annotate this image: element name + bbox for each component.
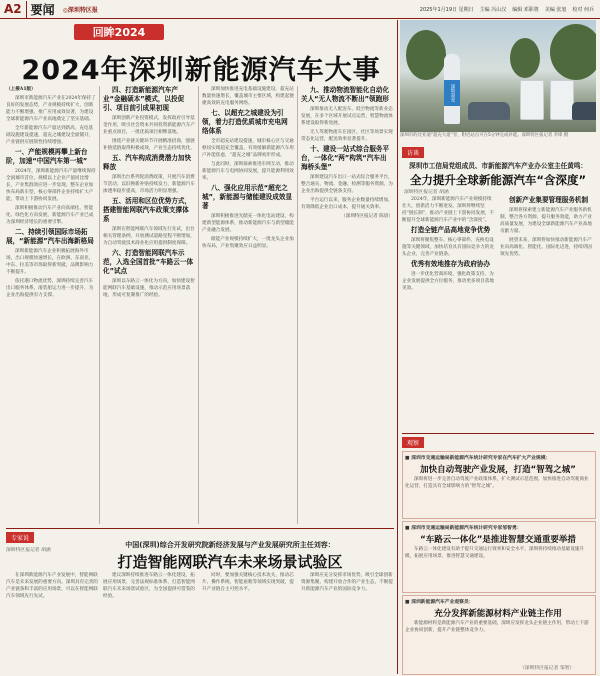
column-divider bbox=[297, 86, 298, 524]
sign-pillar-label: 深圳超充 bbox=[444, 80, 460, 106]
paragraph: 深圳推动无人配送车、低空物流等新业态发展，在多个区域开展试点运营，智慧物流体系建设取得新进展。 bbox=[301, 107, 393, 126]
paragraph: 平台运行以来，服务企业数量持续增加，有效降低企业出口成本，提升通关效率。 bbox=[301, 198, 393, 210]
subheading: 七、以超充之城建设为引领，着力打造优质城市充电网络体系 bbox=[202, 109, 288, 135]
brief-kicker: ■ 深圳市交通运输局新能源汽车统计研究专家在汽车扩大产业规模： bbox=[405, 456, 551, 461]
paragraph: 深圳新能源汽车企业积极拓展海外市场，出口规模快速增长，在欧洲、东南亚、中东、拉美等市场取得新突破，品牌影响力不断提升。 bbox=[6, 249, 94, 275]
expert-column-4 bbox=[301, 572, 393, 672]
subheading: 创新产业集要管理服务机制 bbox=[509, 196, 589, 204]
paragraph: 深圳市新能源汽车产业在2024年保持了良好的发展态势，产业规模持续扩大，创新能力不断增强，推广应用成效显著，为建设全球新能源汽车产业高地奠定了坚实基础。 bbox=[6, 96, 96, 122]
subheading: 五、活用和区位优势方式，搭建智能网联汽车政策支撑体系 bbox=[103, 197, 192, 223]
subheading: 二、持续引领国际市场拓展，“新能源”汽车出海新格局 bbox=[6, 228, 94, 245]
expert-column-1 bbox=[6, 572, 98, 672]
paragraph: 深圳加快推进充电基础设施建设，超充站数量快速增长，覆盖城市主要区域，构建起便捷高效的充电服务网络。 bbox=[202, 87, 294, 106]
paragraph: 深圳建设汽车出口一站式综合服务平台，整合通关、物流、金融、检测等服务资源，为企业出海提供全链条支持。 bbox=[301, 175, 393, 194]
paragraph: 深圳应充分发挥市场优势，吸引全球创新资源集聚，构建开放合作的产业生态，不断提升新能源汽车产业的国际竞争力。 bbox=[301, 573, 393, 592]
paragraph: 深圳将聚焦整车、核心零部件、充换电设施等关键领域，加快培育具有国际竞争力的龙头企业，完善产业链条。 bbox=[402, 238, 494, 257]
subheading: 打造全链产品高地竞争优势 bbox=[411, 226, 491, 234]
interview-byline: 深圳特区报记者 胡涵 bbox=[404, 190, 449, 195]
article-column-4 bbox=[301, 86, 393, 524]
photo-caption: 深圳市的比亚迪“超充大道”旁，附近站点可在5分钟完成补能。深圳特区报记者 李锋 摄 bbox=[400, 133, 569, 138]
interview-column-2 bbox=[500, 196, 594, 430]
column-divider bbox=[99, 86, 100, 524]
paragraph: 深圳以车路云一体化为方向，加快建设智能网联汽车基础设施，推动示范应用场景落地，形成可复制推广的经验。 bbox=[103, 279, 195, 298]
paragraph: 同时，要加强关键核心技术攻关，推动芯片、操作系统、智能座舱等领域实现突破，提升产业链自主可控水平。 bbox=[202, 573, 294, 592]
expert-tag: 专家说 bbox=[6, 532, 34, 543]
paragraph: 在深圳新能源汽车产业发展中，智能网联汽车是未来发展的重要方向。深圳具有完善的产业链条和丰富的应用场景，可以在智能网联汽车领域先行先试。 bbox=[6, 573, 98, 599]
interview-column-1 bbox=[402, 196, 496, 430]
section-banner: 回眸2024 bbox=[74, 24, 164, 40]
paragraph: 深圳积极推进光储充一体化电站建设，构建新型能源体系，推动新能源汽车与新型储能产业融合发展。 bbox=[202, 214, 294, 233]
brief-kicker: ■ 深圳新能源汽车产业观察员： bbox=[405, 600, 474, 605]
art: 美编 张旭 bbox=[544, 6, 567, 13]
expert-byline: 深圳特区报记者 胡涵 bbox=[6, 548, 51, 553]
subheading: 一、产能规模再攀上新台阶，加速“中国汽车第一城” bbox=[6, 148, 88, 165]
paragraph: 进一步优化营商环境，强化政策支持，为企业发展提供全方位服务，推动更多项目落地见效。 bbox=[402, 272, 494, 291]
paragraph: 深圳将进一步完善自动驾驶产业政策体系，扩大测试示范范围，加快推进自动驾驶商业化运营，打造具有全球影响力的“智驾之城”。 bbox=[405, 477, 589, 489]
paragraph: 全市超充站建设提速，城市核心区与交通枢纽实现超充全覆盖，有效缓解新能源汽车用户补能焦虑，“超充之城”品牌初步形成。 bbox=[202, 139, 294, 158]
section-divider bbox=[6, 528, 394, 529]
article-column-2 bbox=[103, 86, 195, 524]
tree-shape bbox=[550, 24, 596, 80]
subheading: 九、推动物流智能化自动化关人“无人物流不断出”领跑形 bbox=[301, 86, 390, 103]
subheading: 六、打造智能网联汽车示范，入选全国首批“车路云一体化”试点 bbox=[103, 249, 194, 275]
section-divider bbox=[402, 433, 594, 434]
paragraph: 新能源材料是新能源汽车产业的重要基础，深圳应发挥龙头企业链主作用，带动上下游企业协同创新，提升产业链整体竞争力。 bbox=[405, 621, 589, 633]
paragraph: 车路云一体化建设有助于提升交通运行效率和安全水平，深圳将持续推动基础设施升级，拓展应用场景，推进智慧交通建设。 bbox=[405, 547, 584, 559]
subheading: 八、强化应用示范“超充之城”，新能源与储能建设成效显著 bbox=[202, 184, 293, 210]
article-column-1 bbox=[6, 86, 96, 524]
car-shape bbox=[468, 102, 510, 120]
page-number: A2 bbox=[4, 2, 22, 16]
interview-headline: 全力提升全球新能源汽车“含深度” bbox=[409, 173, 587, 187]
observation-tag: 观察 bbox=[402, 437, 424, 448]
article-source: （深圳特区报记者 陈晨） bbox=[341, 214, 393, 219]
tree-shape bbox=[510, 38, 540, 78]
masthead bbox=[0, 0, 600, 19]
editor: 主编 冯山汉 bbox=[479, 6, 507, 13]
paragraph: 展望未来，深圳将加快推动新能源汽车产业向高端化、智能化、国际化迈进，持续巩固领先优势。 bbox=[500, 238, 592, 257]
brief-headline: 充分发挥新能源材料产业链主作用 bbox=[434, 609, 562, 619]
paragraph: 全年新能源汽车产量达到新高，充电基础设施建设提速，超充之城建设全面铺开，产业链供应链韧性持续增强。 bbox=[6, 126, 94, 145]
car-shape bbox=[572, 102, 596, 120]
subheading: 优秀有效地推存为政府协办 bbox=[411, 260, 491, 268]
proof: 校对 何兵 bbox=[572, 6, 594, 13]
paragraph: 深圳创新产业投资模式，发挥政府引导基金作用，吸引社会资本共同投资新能源汽车产业重点项目，一批优质项目相继落地。 bbox=[103, 116, 195, 135]
paragraph: 无人驾驶物流车在园区、社区等场景实现常态化运营，配送效率显著提升。 bbox=[301, 130, 393, 142]
page-divider bbox=[397, 20, 398, 674]
paragraph: 建议深圳持续推进车路云一体化建设，拓展应用场景，完善法规标准体系，打造智能网联汽车未来场景试验区，为全国提供可借鉴的经验。 bbox=[103, 573, 195, 599]
news-photo bbox=[400, 20, 596, 132]
interview-kicker: 深圳市工信局党组成员、市新能源汽车产业办公室主任黄鸣： bbox=[408, 162, 588, 170]
brief-text bbox=[405, 476, 591, 516]
dateline bbox=[420, 6, 594, 13]
subheading: 四、打造新能源汽车产业“金融硕本”模式，以投促引、项目前引成果初现 bbox=[103, 86, 185, 112]
paragraph: 深圳在智能网联汽车领域先行先试，出台相关管理条例，开放测试道路里程不断增加，为自动驾驶技术商业化应用提供制度保障。 bbox=[103, 227, 195, 246]
charger-shape bbox=[550, 80, 574, 120]
section-name: 要闻 bbox=[26, 1, 55, 18]
brief-source: （深圳特区报记者 邹智） bbox=[520, 666, 575, 671]
subheading: 五、汽车构成消费潜力加快释放 bbox=[103, 154, 192, 171]
expert-column-2 bbox=[103, 572, 195, 672]
date: 2025年1月19日 星期日 bbox=[419, 6, 474, 13]
paragraph: 储能产业规模持续扩大，一批龙头企业加快布局，产业集聚效应日益明显。 bbox=[202, 237, 294, 249]
article-column-3 bbox=[202, 86, 294, 524]
article-lead: （上接A1版） bbox=[6, 87, 36, 92]
expert-kicker: 中国(深圳)综合开发研究院新经济发展与产业发展研究所主任刘容： bbox=[125, 541, 335, 549]
paragraph: 深圳将探索建立新能源汽车产业服务新机制，整合各方资源，提升服务效能，助力产业高质量发展，为建设全球新能源汽车产业高地贡献力量。 bbox=[500, 208, 592, 234]
subheading: 十、建设一站式综合服务平台，一体化“两”构筑“汽车出海桥头堡” bbox=[301, 145, 390, 171]
paragraph: 依托港口物流优势，深圳持续完善汽车出口服务体系，滚装船运力进一步提升，为企业出海提供有力支撑。 bbox=[6, 279, 94, 298]
interview-tag: 访谈 bbox=[402, 147, 424, 158]
main-headline: 2024年深圳新能源汽车大事 bbox=[21, 55, 381, 86]
brief-headline: 加快自动驾驶产业发展，打造“智驾之城” bbox=[420, 465, 576, 475]
brief-text bbox=[405, 546, 591, 590]
paragraph: 深圳积极推动汽车产业向高端化、智能化、绿色化方向发展，新能源汽车产业已成为深圳经济增长的重要引擎。 bbox=[6, 206, 94, 225]
brief-kicker: ■ 深圳市交通运输局新能源汽车统计研究专家邹智勇： bbox=[405, 526, 522, 531]
design: 编辑 邓职将 bbox=[512, 6, 539, 13]
charger-shape bbox=[520, 80, 544, 120]
paragraph: 深圳出台系列促消费政策，开展汽车消费节活动，以旧换新补贴持续发力，新能源汽车渗透率稳步提高，市场活力明显增强。 bbox=[103, 175, 195, 194]
expert-headline: 打造智能网联汽车未来场景试验区 bbox=[117, 553, 343, 571]
column-divider bbox=[198, 86, 199, 524]
expert-column-3 bbox=[202, 572, 294, 672]
paragraph: 2024年，深圳新能源汽车产量继续保持全国城市首位，规模以上企业产值同比增长，产业集群效应进一步显现。整车企业加快布局新车型，核心零部件企业持续扩大产能，带动上下游协同发展。 bbox=[6, 169, 96, 202]
paragraph: 围绕产业链关键环节开展精准招商，强链补链延链取得积极成效，产业生态持续优化。 bbox=[103, 139, 195, 151]
brief-text bbox=[405, 620, 591, 664]
tree-shape bbox=[406, 30, 446, 80]
paragraph: 2024年，深圳新能源汽车产业规模持续壮大，创新活力不断迸发。深圳将继续坚持“链长制”，推动产业链上下游协同发展，不断提升全球新能源汽车产业中的“含深度”。 bbox=[402, 197, 494, 223]
brief-headline: “车路云一体化”是推进智慧交通重要举措 bbox=[420, 535, 576, 545]
paper-logo: ◎深圳特区报 bbox=[62, 6, 98, 14]
paragraph: 与此同时，深圳探索推进车网互动，推动新能源汽车与电网协同发展，提升能源利用效率。 bbox=[202, 162, 294, 181]
